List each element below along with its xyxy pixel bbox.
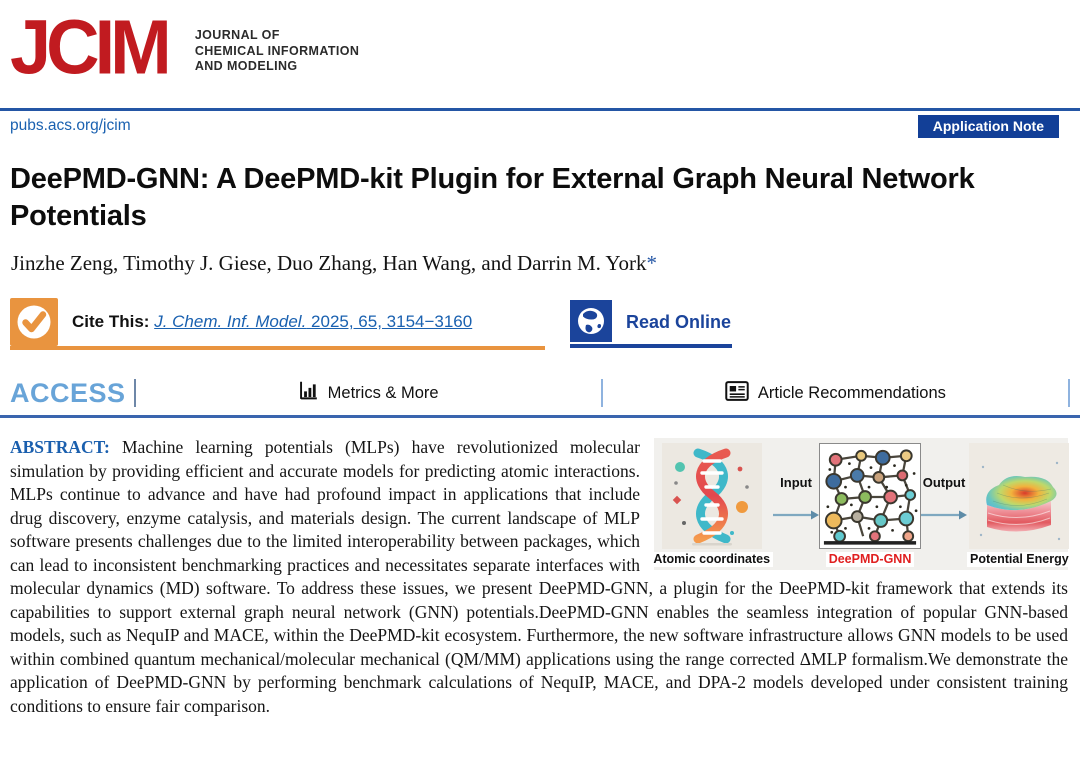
separator (1068, 379, 1070, 407)
input-label: Input (780, 475, 812, 491)
access-bar-divider (0, 415, 1080, 418)
figure-caption-left: Atomic coordinates (650, 552, 773, 567)
bar-chart-icon (298, 380, 319, 406)
abstract-text: Machine learning potentials (MLPs) have revolutionized molecular simulation by providing efficient and accurate models for predicting atomic interactions. MLPs continue to advance and have had profound impact in applications that include drug discovery, enzyme catalysis, and materials design. The current landscape of MLP software presents challenges due to the limited interoperability between packages, which can lead to inconsistent benchmarking practices and necessitates separate interfaces with molecular dynamics (MD) software. To address these issues, we present DeePMD-GNN, a plugin for the DeePMD-kit framework that extends its capabilities to support external graph neural network (GNN) potentials.DeePMD-GNN enables the seamless integration of popular GNN-based models, such as NequIP and MACE, within the DeePMD-kit ecosystem. Furthermore, the new software infrastructure allows GNN models to be used within combined quantum mechanical/molecular mechanical (QM/MM) applications using the range corrected ΔMLP formalism.We demonstrate the application of DeePMD-GNN by performing benchmark calculations of NequIP, MACE, and DPA-2 models developed under consistent training conditions to ensure fair comparison. (10, 437, 1068, 716)
article-recommendations-link[interactable] (725, 381, 946, 406)
toc-graphic (654, 438, 1068, 570)
article-title: DeePMD-GNN: A DeePMD-kit Plugin for External Graph Neural Network Potentials (10, 163, 975, 232)
author-names: Jinzhe Zeng, Timothy J. Giese, Duo Zhang, Han Wang, and Darrin M. York (11, 251, 647, 275)
figure-caption-center: DeePMD-GNN (826, 552, 915, 567)
globe-icon (570, 300, 612, 342)
journal-name-line: AND MODELING (194, 59, 298, 73)
citation-journal: J. Chem. Inf. Model. (154, 312, 307, 331)
metrics-label: Metrics & More (327, 383, 439, 402)
abstract-label: ABSTRACT: (10, 437, 110, 457)
cite-row (10, 298, 1070, 350)
journal-name-line: JOURNAL OF (194, 28, 280, 42)
author-list (11, 251, 1070, 276)
article-type-badge: Application Note (918, 115, 1059, 138)
jcim-logo: JCIM (10, 3, 167, 91)
cite-this-label: Cite This: (72, 312, 150, 331)
check-icon (10, 298, 58, 346)
abstract-section (10, 436, 1068, 718)
citation-volume-pages: 2025, 65, 3154−3160 (306, 312, 473, 331)
citation-text (72, 312, 472, 332)
access-link[interactable]: ACCESS (10, 377, 126, 408)
atomic-coordinates-image (661, 443, 763, 549)
url-row (0, 111, 1080, 147)
access-bar (10, 376, 1070, 410)
right-arrow-icon (773, 509, 819, 521)
journal-url-link[interactable]: pubs.acs.org/jcim (10, 117, 131, 134)
output-label: Output (922, 475, 966, 491)
deepmd-gnn-graph-image (819, 443, 921, 549)
corresponding-author-mark[interactable]: * (646, 251, 657, 275)
journal-name (195, 28, 359, 75)
read-online-button[interactable] (570, 300, 732, 348)
input-arrow (773, 443, 819, 549)
newspaper-icon (725, 381, 749, 406)
citation-link[interactable] (154, 312, 472, 331)
journal-name-line: CHEMICAL INFORMATION (194, 43, 360, 58)
metrics-and-more-link[interactable] (298, 380, 439, 406)
cite-this-block (10, 298, 545, 350)
potential-energy-image (968, 443, 1070, 549)
figure-caption-right: Potential Energy (967, 552, 1072, 567)
output-arrow (921, 443, 967, 549)
read-online-label: Read Online (626, 311, 732, 332)
right-arrow-icon (921, 509, 967, 521)
recommendations-label: Article Recommendations (757, 383, 946, 402)
journal-masthead (0, 0, 1080, 104)
